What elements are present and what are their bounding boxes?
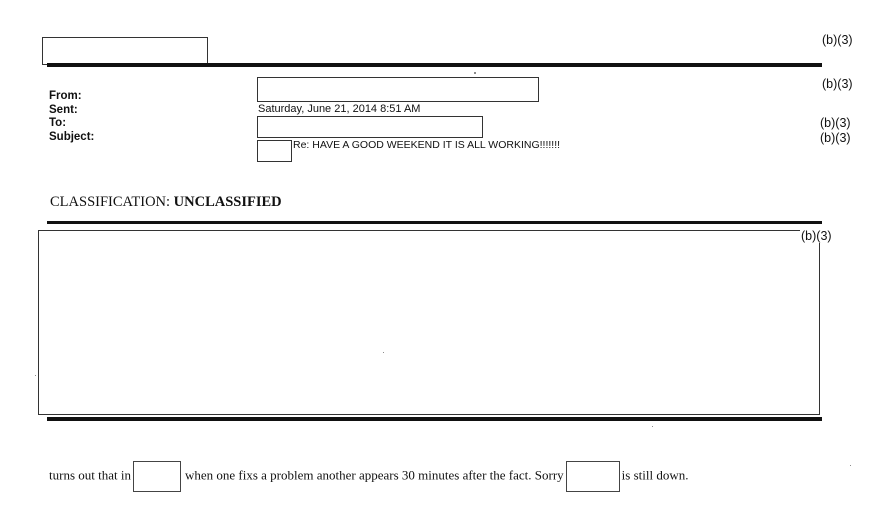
redaction-box-inline-1	[133, 461, 181, 492]
exemption-label-top: (b)(3)	[822, 33, 853, 47]
subject-value: Re: HAVE A GOOD WEEKEND IT IS ALL WORKING!!!!!!!	[293, 139, 561, 151]
classification-divider	[47, 221, 822, 224]
message-body	[49, 461, 809, 492]
sent-value: Saturday, June 21, 2014 8:51 AM	[258, 103, 421, 115]
redaction-box-inline-2	[566, 461, 620, 492]
body-text-part1: turns out that in	[49, 467, 131, 483]
scan-speck	[652, 426, 653, 427]
from-label: From:	[49, 90, 82, 102]
redaction-box-subject	[257, 140, 292, 162]
exemption-label-subject: (b)(3)	[820, 131, 851, 145]
classification-line	[50, 194, 282, 211]
redaction-box-from	[257, 77, 539, 102]
scan-speck	[474, 72, 476, 74]
scan-speck	[383, 352, 384, 353]
exemption-label-body: (b)(3)	[801, 229, 832, 243]
header-divider	[47, 63, 822, 67]
to-label: To:	[49, 117, 67, 129]
body-text-part2: when one fixs a problem another appears 30 minutes after the fact. Sorry	[184, 467, 564, 483]
scan-speck	[850, 465, 851, 466]
sent-label: Sent:	[49, 104, 78, 116]
exemption-label-from: (b)(3)	[822, 77, 853, 91]
redaction-box-body	[38, 230, 820, 415]
classification-level: UNCLASSIFIED	[173, 194, 282, 210]
body-text-part3: is still down.	[621, 467, 689, 483]
subject-label: Subject:	[49, 131, 95, 143]
classification-prefix: CLASSIFICATION:	[50, 194, 174, 210]
exemption-label-to: (b)(3)	[820, 116, 851, 130]
redaction-box-to	[257, 116, 483, 138]
scan-speck	[35, 375, 36, 376]
body-divider	[47, 417, 822, 421]
redaction-box-top	[42, 37, 208, 65]
